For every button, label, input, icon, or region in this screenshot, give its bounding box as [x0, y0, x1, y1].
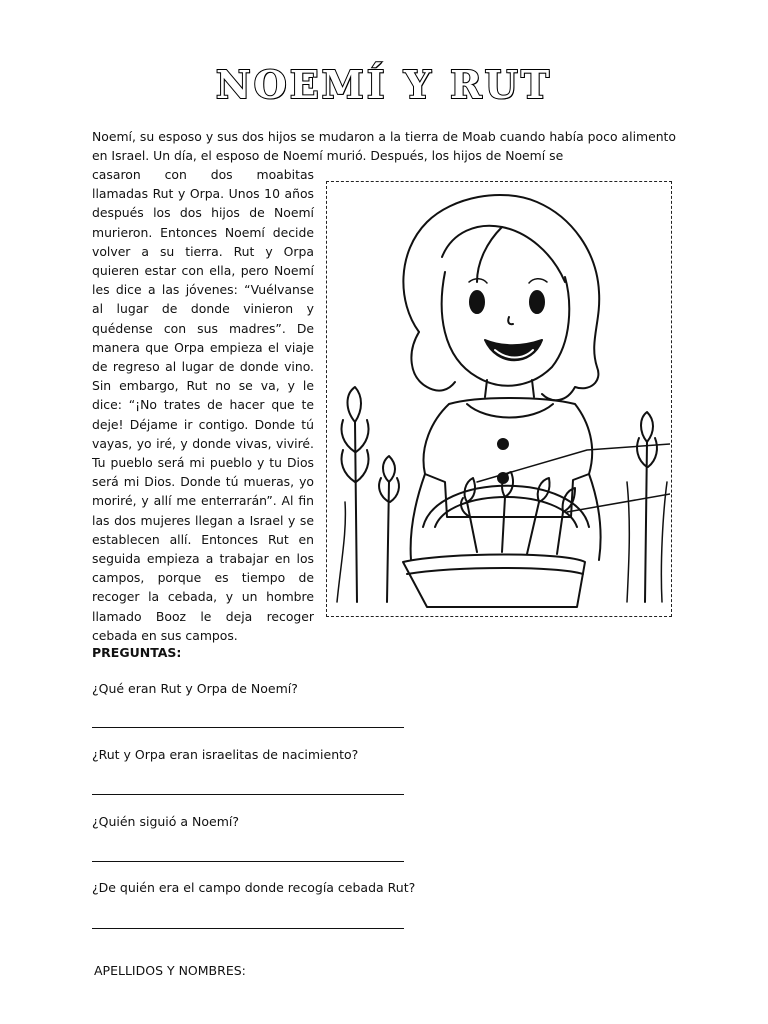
story-intro-paragraph: Noemí, su esposo y sus dos hijos se mudaron a la tierra de Moab cuando había poco alimento en Israel. Un día, el esposo de Noemí murió. Después, los hijos de Noemí se: [92, 129, 676, 164]
question-1: ¿Qué eran Rut y Orpa de Noemí?: [92, 681, 298, 696]
student-name-label: APELLIDOS Y NOMBRES:: [94, 963, 246, 978]
answer-line-4[interactable]: [92, 928, 404, 929]
answer-line-2[interactable]: [92, 794, 404, 795]
page-title: NOEMÍ Y RUT: [215, 62, 553, 107]
question-4: ¿De quién era el campo donde recogía cebada Rut?: [92, 880, 416, 895]
girl-holding-basket-of-barley-icon: [327, 182, 670, 615]
question-3: ¿Quién siguió a Noemí?: [92, 814, 239, 829]
answer-line-1[interactable]: [92, 727, 404, 728]
question-2: ¿Rut y Orpa eran israelitas de nacimiento?: [92, 747, 359, 762]
questions-heading: PREGUNTAS:: [92, 645, 182, 660]
illustration-frame: [326, 181, 672, 617]
answer-line-3[interactable]: [92, 861, 404, 862]
story-column-paragraph: casaron con dos moabitas llamadas Rut y Orpa. Unos 10 años después los dos hijos de Noemí murieron. Entonces Noemí decide volver a su tierra. Rut y Orpa quieren estar con ella, pero Noemí les dice a las jóvenes: “Vuélvanse al lugar de donde vinieron y quédense con sus madres”. De manera que Orpa empieza el viaje de regreso al lugar de donde vino. Sin embargo, Rut no se va, y le dice: “¡No trates de hacer que te deje! Déjame ir contigo. Donde tú vayas, yo iré, y donde vivas, viviré. Tu pueblo será mi pueblo y tu Dios será mi Dios. Donde tú mueras, yo moriré, y allí me enterrarán”. Al fin las dos mujeres llegan a Israel y se establecen allí. Entonces Rut en seguida empieza a trabajar en los campos, porque es tiempo de recoger la cebada, y un hombre llamado Booz le deja recoger cebada en sus campos.: [92, 167, 314, 643]
